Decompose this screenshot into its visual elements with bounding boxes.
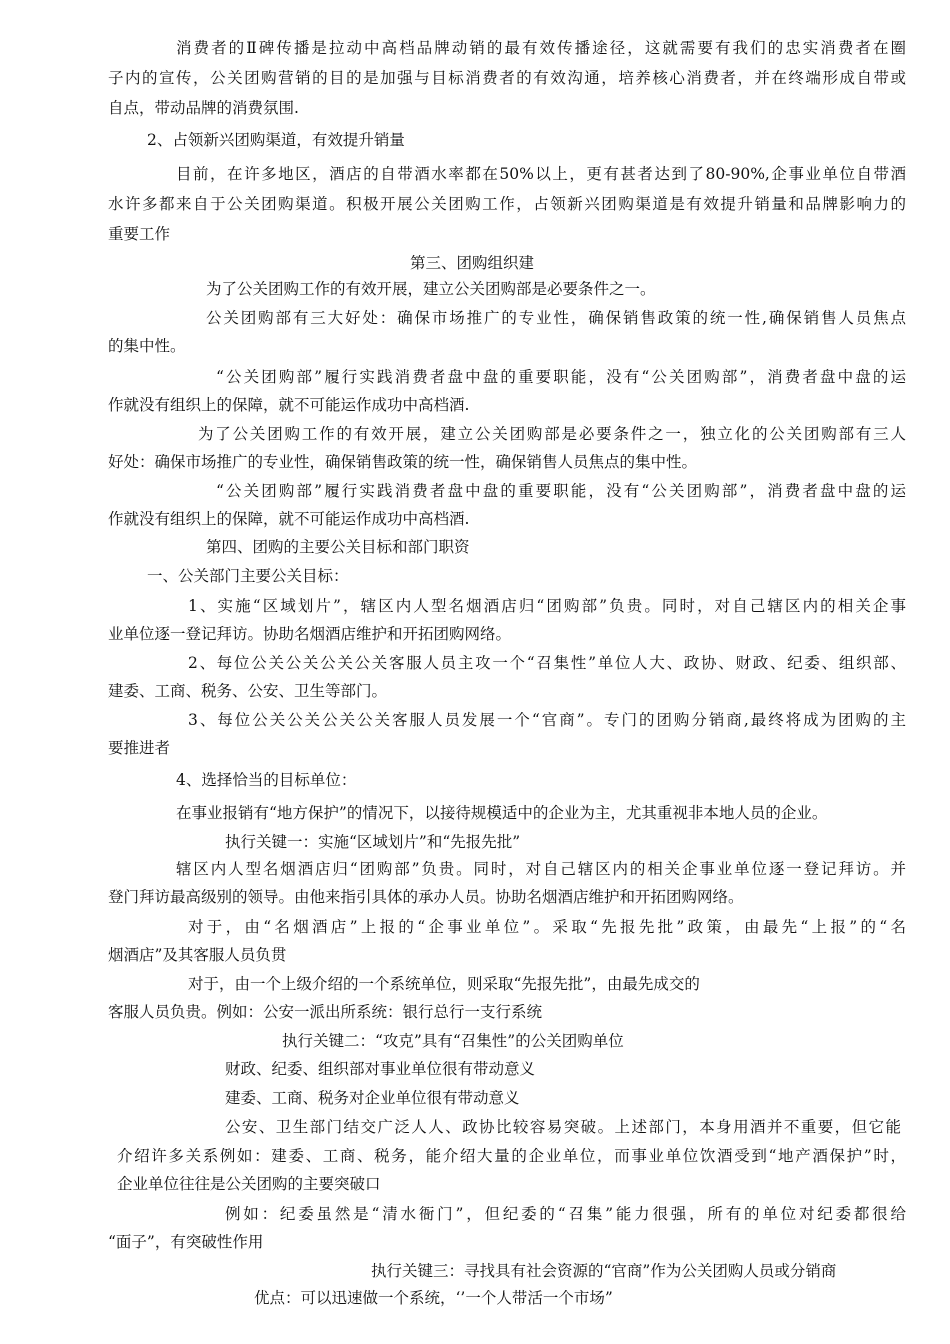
paragraph-line: 登门拜访最高级别的领导。由他来指引具体的承办人员。协助名烟酒店维护和开拓团购网络。 [108,888,744,906]
paragraph-line: 水许多都来自于公关团购渠道。积极开展公关团购工作，占领新兴团购渠道是有效提升销量和品牌影响力的 [108,195,906,213]
paragraph-line: 的集中性。 [108,337,186,355]
paragraph-line: “面子”，有突破性作用 [108,1233,264,1251]
section-heading: 2、占领新兴团购渠道，有效提升销量 [147,131,405,149]
list-item-line: 要推进者 [108,739,171,757]
section-heading: 第四、团购的主要公关目标和部门职资 [206,538,470,556]
paragraph-line: 烟酒店”及其客服人员负贯 [108,946,287,964]
paragraph-line: 例如：纪委虽然是“清水衙门”，但纪委的“召集”能力很强，所有的单位对纪委都很给 [225,1205,906,1223]
section-heading: 第三、团购组织建 [410,254,535,272]
paragraph-line: 企业单位往往是公关团购的主要突破口 [117,1175,381,1193]
paragraph-line: 介绍许多关系例如：建委、工商、税务，能介绍大量的企业单位，而事业单位饮酒受到“地产酒保护”时， [117,1147,906,1165]
list-item-line: 建委、工商、税务、公安、卫生等部门。 [108,682,388,700]
paragraph-line: 消费者的Ⅱ碑传播是拉动中高档品牌动销的最有效传播途径，这就需要有我们的忠实消费者在圈 [176,39,906,57]
paragraph-line: 建委、工商、税务对企业单位很有带动意义 [225,1089,520,1107]
list-item-line: 1、实施“区域划片”，辖区内人型名烟酒店归“团购部”负贵。同时，对自己辖区内的相关企事 [188,597,906,615]
paragraph-line: 目前，在许多地区，酒店的自带酒水率都在50%以上，更有甚者达到了80-90%,企事业单位自带酒 [176,165,906,183]
section-heading: 一、公关部门主要公关目标： [147,567,349,585]
paragraph-line: 公安、卫生部门结交广泛人人、政协比较容易突破。上述部门，本身用酒并不重要，但它能 [225,1118,901,1136]
paragraph-line: “公关团购部”履行实践消费者盘中盘的重要职能，没有“公关团购部”，消费者盘中盘的运 [216,482,906,500]
paragraph-line: 为了公关团购工作的有效开展，建立公关团购部是必要条件之一。 [206,280,656,298]
key-point-heading: 执行关键二：“攻克”具有“召集性”的公关团购单位 [282,1032,624,1050]
paragraph-line: 子内的宣传，公关团购营销的目的是加强与目标消费者的有效沟通，培养核心消费者，并在终端形成自带或 [108,69,906,87]
paragraph-line: 自点，带动品牌的消费氛围. [108,99,299,117]
list-item-line: 业单位逐一登记拜访。协助名烟酒店维护和开拓团购网络。 [108,625,512,643]
list-item-line: 3、每位公关公关公关公关客服人员发展一个“官商”。专门的团购分销商,最终将成为团购的主 [188,711,906,729]
paragraph-line: 公关团购部有三大好处：确保市场推广的专业性，确保销售政策的统一性,确保销售人员焦点 [206,309,906,327]
paragraph-line: 辖区内人型名烟酒店归“团购部”负贵。同时，对自己辖区内的相关企事业单位逐一登记拜访。并 [176,860,906,878]
paragraph-line: 优点：可以迅速做一个系统，‘’一个人带活一个市场” [254,1289,613,1307]
paragraph-line: 重要工作 [108,225,171,243]
list-item-line: 4、选择恰当的目标单位： [176,771,357,789]
list-item-line: 2、每位公关公关公关公关客服人员主攻一个“召集性”单位人大、政协、财政、纪委、组织部、 [188,654,906,672]
paragraph-line: 客服人员负贵。例如：公安一派出所系统：银行总行一支行系统 [108,1003,543,1021]
paragraph-line: 作就没有组织上的保障，就不可能运作成功中高档酒. [108,510,470,528]
key-point-heading: 执行关键一：实施“区域划片”和“先报先批” [225,833,521,851]
paragraph-line: 财政、纪委、组织部对事业单位很有带动意义 [225,1060,536,1078]
paragraph-line: 好处：确保市场推广的专业性，确保销售政策的统一性，确保销售人员焦点的集中性。 [108,453,698,471]
paragraph-line: 为了公关团购工作的有效开展，建立公关团购部是必要条件之一，独立化的公关团购部有三人 [198,425,906,443]
paragraph-line: 在事业报销有“地方保护”的情况下，以接待规模适中的企业为主，尤其重视非本地人员的企业。 [176,804,828,822]
paragraph-line: 作就没有组织上的保障，就不可能运作成功中高档酒. [108,396,470,414]
key-point-heading: 执行关键三：寻找具有社会资源的“官商”作为公关团购人员或分销商 [371,1262,837,1280]
paragraph-line: 对于，由一个上级介绍的一个系统单位，则采取“先报先批”，由最先成交的 [188,975,700,993]
paragraph-line: 对于，由“名烟酒店”上报的“企事业单位”。采取“先报先批”政策，由最先“上报”的“名 [188,918,906,936]
paragraph-line: “公关团购部”履行实践消费者盘中盘的重要职能，没有“公关团购部”，消费者盘中盘的运 [216,368,906,386]
